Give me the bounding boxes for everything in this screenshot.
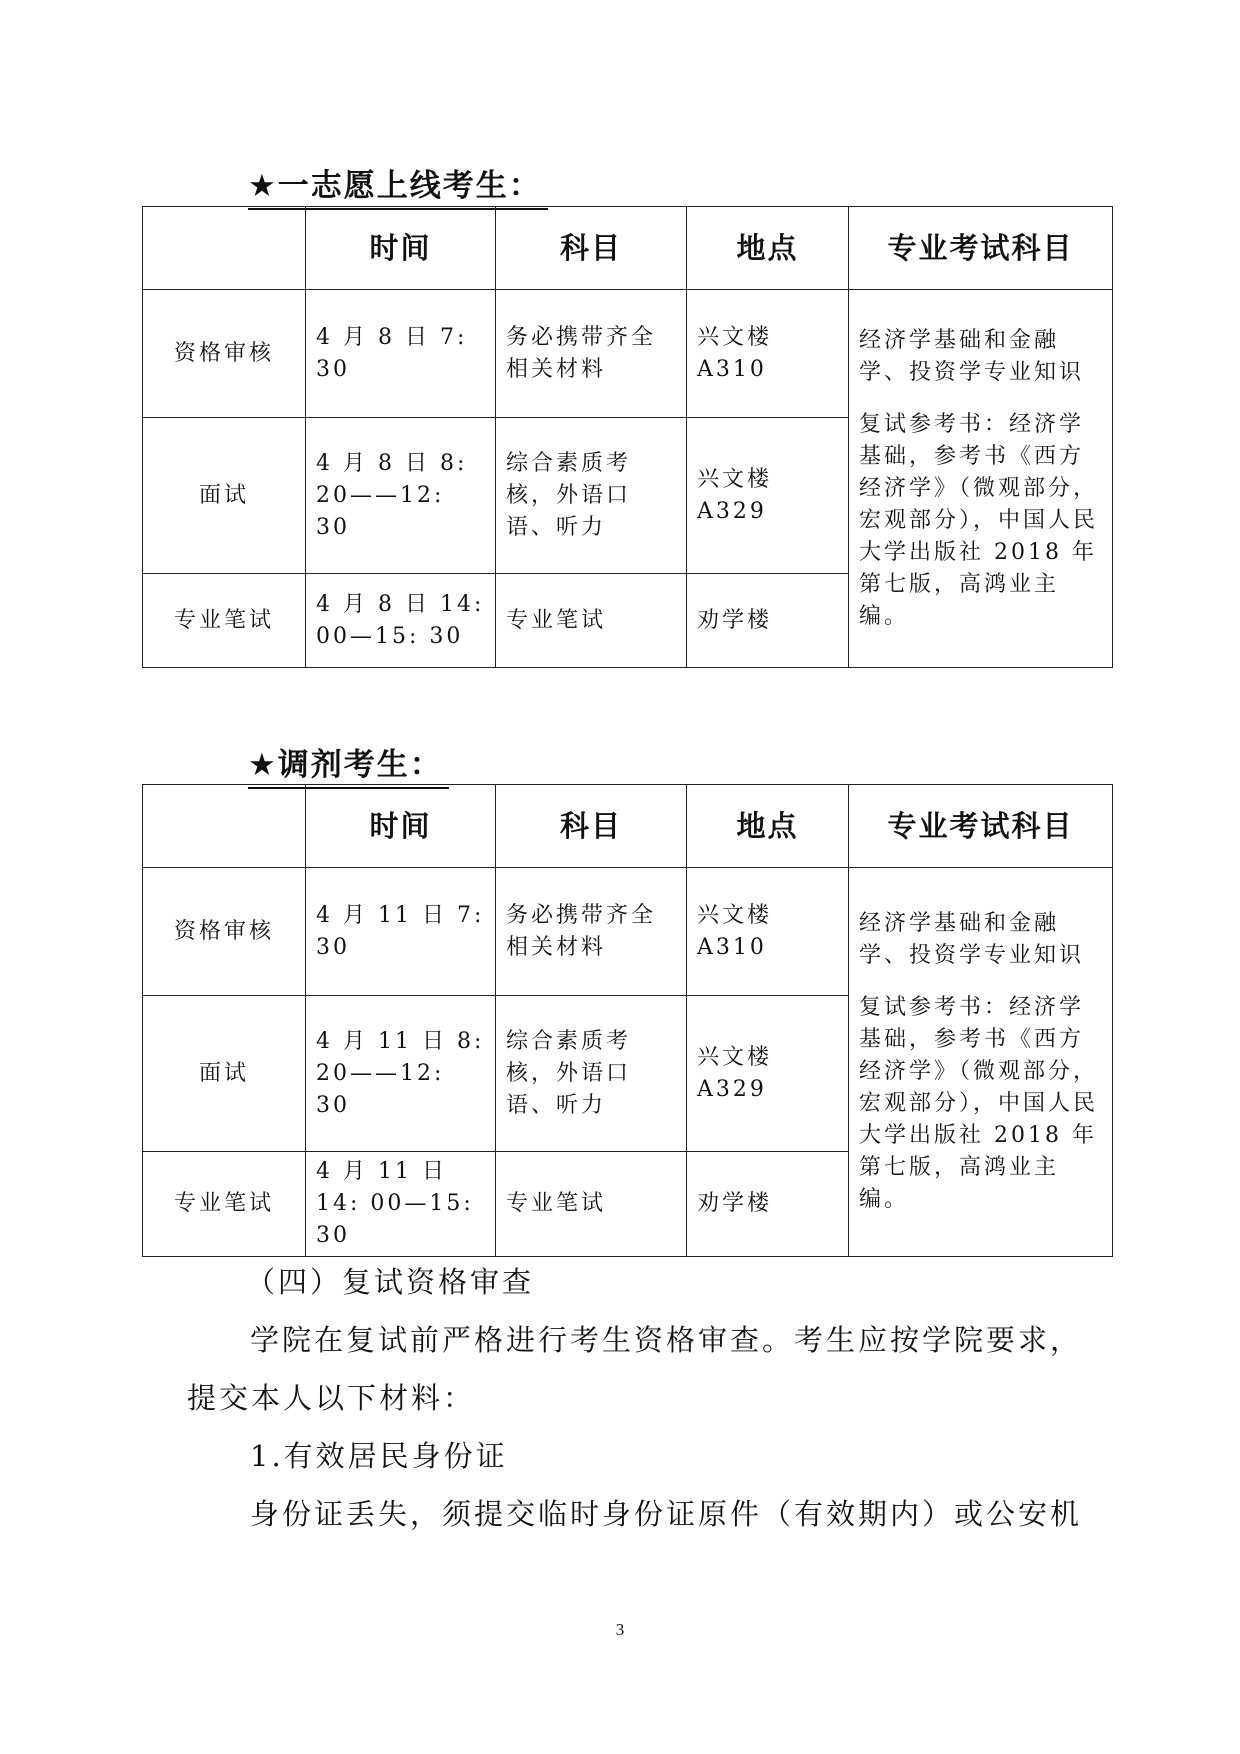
paragraph-line: 身份证丢失，须提交临时身份证原件（有效期内）或公安机 (250, 1497, 1083, 1531)
header-exam-subjects: 专业考试科目 (849, 785, 1113, 868)
row-place: 劝学楼 (687, 574, 849, 668)
row-time: 4 月 8 日 8: 20——12: 30 (306, 418, 496, 574)
table-row (143, 290, 1113, 418)
row-label: 资格审核 (143, 290, 306, 418)
row-time: 4 月 8 日 7: 30 (306, 290, 496, 418)
row-place: 兴文楼 A310 (687, 868, 849, 996)
row-place: 兴文楼 A329 (687, 418, 849, 574)
row-label: 面试 (143, 996, 306, 1152)
row-subject: 综合素质考核，外语口语、听力 (496, 418, 687, 574)
reference-book-text: 复试参考书：经济学基础，参考书《西方经济学》（微观部分，宏观部分），中国人民大学出版社 2018 年第七版，高鸿业主编。 (859, 411, 1099, 629)
page-number: 3 (615, 1620, 625, 1639)
row-place: 兴文楼 A310 (687, 290, 849, 418)
row-place: 兴文楼 A329 (687, 996, 849, 1152)
row-place: 劝学楼 (687, 1152, 849, 1257)
schedule-table-first-choice (142, 206, 1113, 668)
row-label: 面试 (143, 418, 306, 574)
exam-subjects-cell (849, 290, 1113, 668)
row-subject: 专业笔试 (496, 574, 687, 668)
table-row (143, 868, 1113, 996)
header-exam-subjects: 专业考试科目 (849, 207, 1113, 290)
table-header-row (143, 785, 1113, 868)
row-subject: 务必携带齐全相关材料 (496, 868, 687, 996)
header-subject: 科目 (496, 785, 687, 868)
row-time: 4 月 11 日 8: 20——12: 30 (306, 996, 496, 1152)
section2-heading: ★调剂考生： (248, 745, 449, 789)
header-time: 时间 (306, 207, 496, 290)
header-place: 地点 (687, 207, 849, 290)
row-label: 资格审核 (143, 868, 306, 996)
header-place: 地点 (687, 785, 849, 868)
row-label: 专业笔试 (143, 574, 306, 668)
header-blank (143, 785, 306, 868)
exam-subjects-text: 经济学基础和金融学、投资学专业知识 (859, 327, 1085, 385)
exam-subjects-text: 经济学基础和金融学、投资学专业知识 (859, 911, 1085, 968)
paragraph-line: 学院在复试前严格进行考生资格审查。考生应按学院要求， (250, 1323, 1083, 1357)
row-label: 专业笔试 (143, 1152, 306, 1257)
reference-book-text: 复试参考书：经济学基础，参考书《西方经济学》（微观部分，宏观部分），中国人民大学出版社 2018 年第七版，高鸿业主编。 (859, 995, 1099, 1212)
row-subject: 务必携带齐全相关材料 (496, 290, 687, 418)
list-item-1: 1.有效居民身份证 (250, 1439, 508, 1473)
table-header-row (143, 207, 1113, 290)
paragraph-line: 提交本人以下材料： (187, 1381, 476, 1415)
header-blank (143, 207, 306, 290)
subsection-title: （四）复试资格审查 (246, 1265, 535, 1299)
row-time: 4 月 11 日 7: 30 (306, 868, 496, 996)
exam-subjects-cell (849, 868, 1113, 1257)
row-time: 4 月 11 日 14: 00—15: 30 (306, 1152, 496, 1257)
row-subject: 综合素质考核，外语口语、听力 (496, 996, 687, 1152)
row-subject: 专业笔试 (496, 1152, 687, 1257)
schedule-table-adjusted (142, 784, 1113, 1257)
section1-heading: ★一志愿上线考生： (248, 166, 548, 210)
header-time: 时间 (306, 785, 496, 868)
header-subject: 科目 (496, 207, 687, 290)
row-time: 4 月 8 日 14: 00—15: 30 (306, 574, 496, 668)
